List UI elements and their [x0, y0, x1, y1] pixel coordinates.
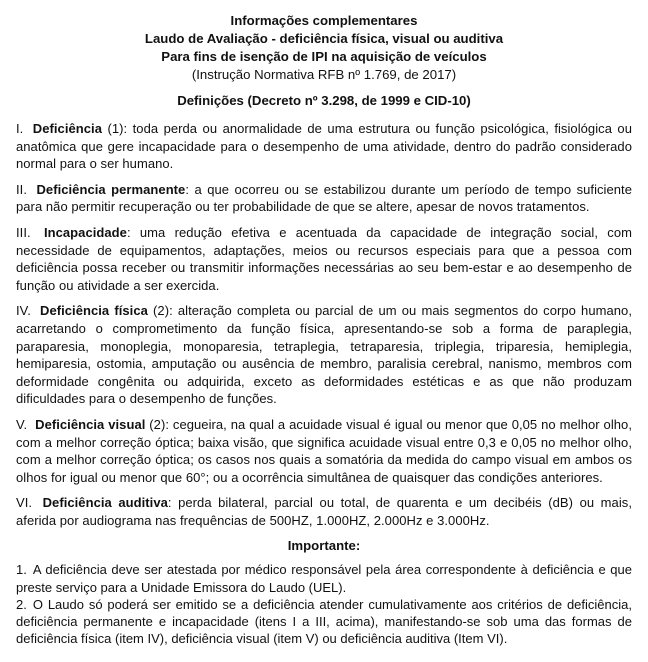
- definition-term: Incapacidade: [43, 224, 127, 240]
- document-header: [16, 12, 632, 110]
- header-report-title: Laudo de Avaliação - deficiência física, visual ou auditiva: [144, 31, 504, 46]
- note-text: O Laudo só poderá ser emitido se a deficiência atender cumulativamente aos critérios de deficiência, deficiência permanente e incapacidade (itens I a III, acima), manifestando-se sob uma das formas de deficiência física (item IV), deficiência visual (item V) ou deficiência auditiva (Item VI).: [16, 596, 632, 647]
- note-text: A deficiência deve ser atestada por médico responsável pela área correspondente à deficiência e que preste serviço para a Unidade Emissora do Laudo (UEL).: [16, 562, 632, 595]
- important-title: Importante:: [287, 538, 361, 554]
- definition-item: [16, 494, 632, 529]
- definition-number: III.: [16, 224, 31, 240]
- note-number: 2.: [16, 596, 27, 612]
- definitions-list: [16, 120, 632, 529]
- important-note: [16, 596, 632, 648]
- definition-term: Deficiência: [32, 121, 102, 136]
- definition-item: [16, 416, 632, 486]
- definition-text: : a que ocorreu ou se estabilizou durante um período de tempo suficiente para não permitir recuperação ou ter probabilidade de que se altere, apesar de novos tratamentos.: [16, 181, 632, 215]
- definition-item: [16, 302, 632, 408]
- definition-number: VI.: [16, 495, 33, 511]
- definition-term: Deficiência física: [40, 303, 148, 319]
- header-title: Informações complementares: [230, 13, 418, 28]
- definition-text: (2): alteração completa ou parcial de um ou mais segmentos do corpo humano, acarretando o comprometimento da função física, apresentando-se sob a forma de paraplegia, paraparesia, monoplegia, monoparesia, tetraplegia, tetraparesia, triplegia, triparesia, hemiplegia, hemiparesia, ostomia, amputação ou ausência de membro, paralisia cerebral, nanismo, membros com deformidade congênita ou adquirida, exceto as deformidades estéticas e as que não produzam dificuldades para o desempenho de funções.: [16, 303, 632, 407]
- important-note: [16, 561, 632, 595]
- definition-text: : uma redução efetiva e acentuada da capacidade de integração social, com necessidade de equipamentos, adaptações, meios ou recursos especiais para que a pessoa com deficiência possa receber ou transmitir informações necessárias ao seu bem-estar e ao desempenho de função ou atividade a ser exercida.: [16, 224, 633, 293]
- definition-number: II.: [16, 181, 27, 197]
- definition-text: (1): toda perda ou anormalidade de uma estrutura ou função psicológica, fisiológica ou anatômica que gere incapacidade para o desempenho de uma atividade, dentro do padrão considerado normal para o ser humano.: [16, 121, 632, 172]
- definition-text: (2): cegueira, na qual a acuidade visual é igual ou menor que 0,05 no melhor olho, com a melhor correção óptica; baixa visão, que significa acuidade visual entre 0,3 e 0,05 no melhor olho, com a melhor correção óptica; os casos nos quais a somatória da medida do campo visual em ambos os olhos for igual ou menor que 60°; ou a ocorrência simultânea de quaisquer das condições anteriores.: [16, 416, 632, 485]
- definition-item: [16, 120, 632, 173]
- definition-text: : perda bilateral, parcial ou total, de quarenta e um decibéis (dB) ou mais, aferida por audiograma nas frequências de 500HZ, 1.000HZ, 2.000Hz e 3.000Hz.: [16, 495, 632, 528]
- header-purpose: Para fins de isenção de IPI na aquisição de veículos: [161, 49, 487, 64]
- definition-number: I.: [16, 121, 24, 136]
- definition-term: Deficiência permanente: [36, 181, 186, 197]
- definition-number: IV.: [16, 303, 31, 319]
- definition-term: Deficiência auditiva: [42, 495, 168, 511]
- definition-term: Deficiência visual: [35, 416, 146, 432]
- important-notes: [16, 561, 632, 647]
- definition-number: V.: [16, 416, 28, 432]
- note-number: 1.: [16, 562, 27, 578]
- definition-item: [16, 224, 632, 294]
- header-regulation: (Instrução Normativa RFB nº 1.769, de 2017): [191, 67, 457, 82]
- definition-item: [16, 181, 632, 216]
- definitions-title: Definições (Decreto nº 3.298, de 1999 e CID-10): [177, 93, 471, 108]
